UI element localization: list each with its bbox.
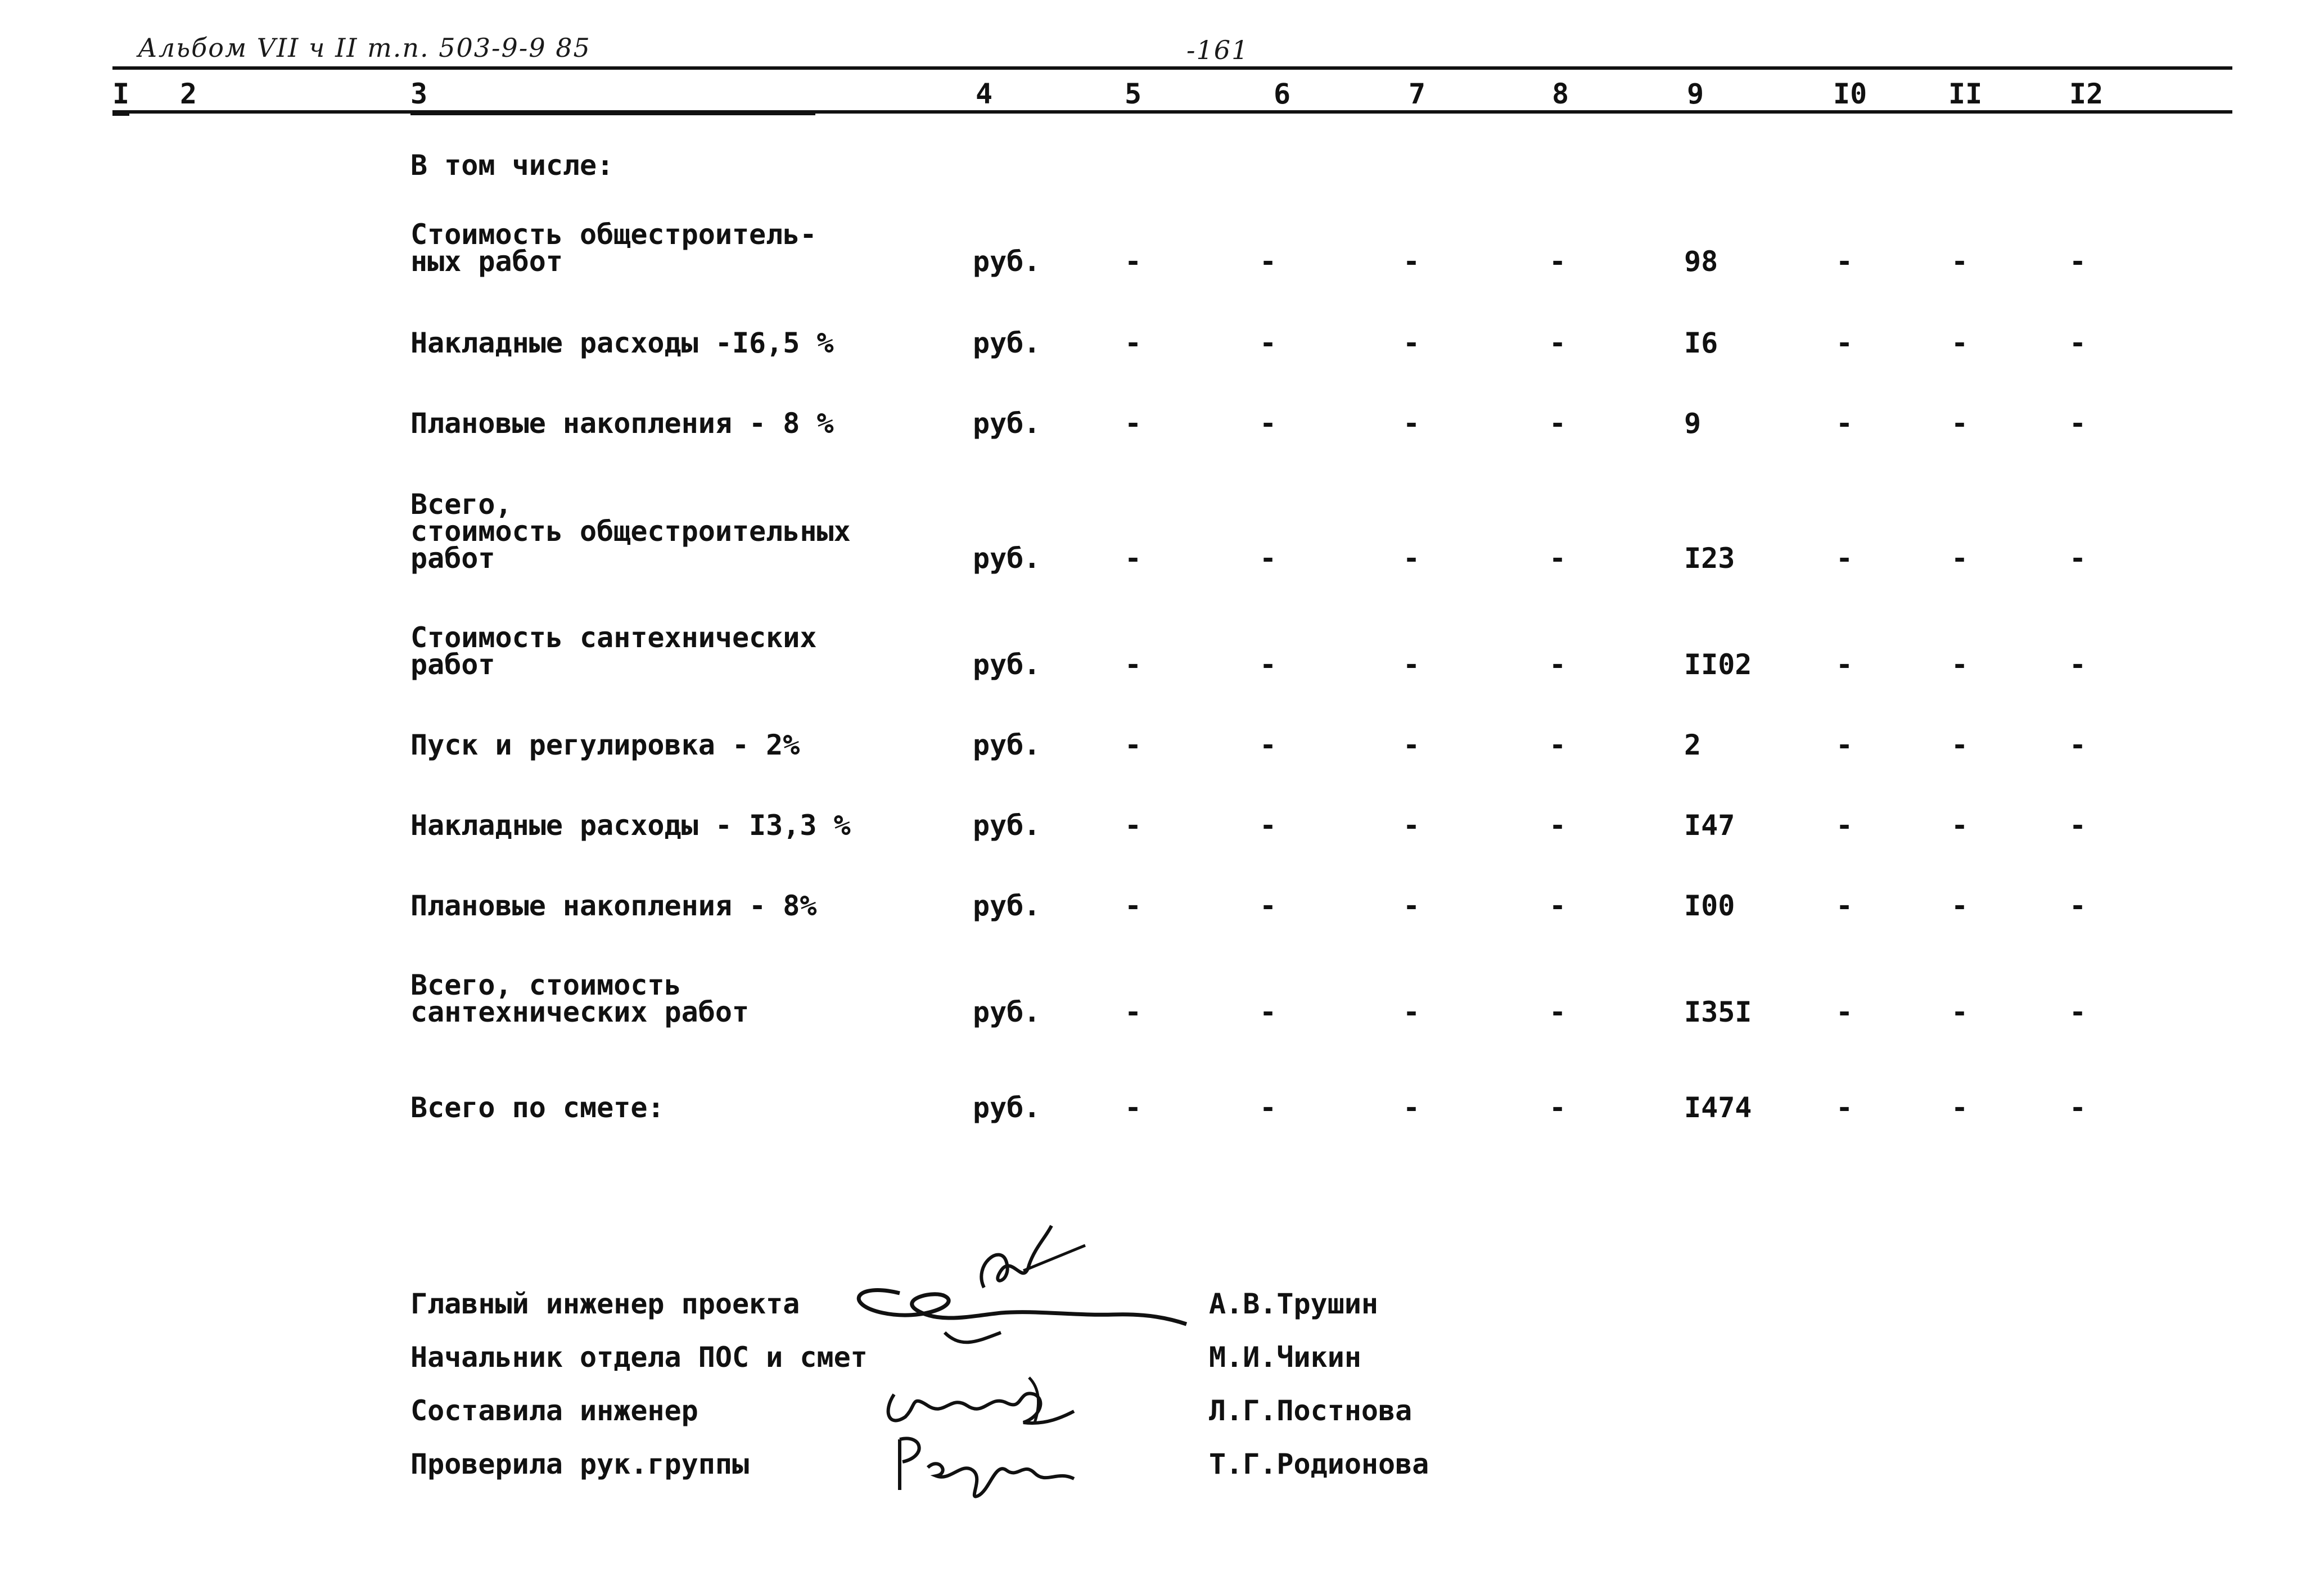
signature-name: М.И.Чикин: [1209, 1341, 1361, 1374]
cell-description: Стоимость общестроитель-: [410, 218, 817, 251]
cell-col11: -: [1951, 809, 1969, 842]
cell-col10: -: [1836, 889, 1853, 922]
page-number: -161: [1186, 35, 1249, 65]
column-header: 6: [1274, 78, 1291, 110]
cell-col11: -: [1951, 407, 1969, 440]
cell-col8: -: [1549, 889, 1567, 922]
cell-col7: -: [1403, 729, 1420, 761]
cell-col6: -: [1260, 648, 1277, 681]
cell-col11: -: [1951, 245, 1969, 278]
cell-col11: -: [1951, 729, 1969, 761]
cell-col12: -: [2069, 407, 2087, 440]
cell-description: Плановые накопления - 8%: [410, 889, 817, 922]
cell-col5: -: [1125, 648, 1142, 681]
cell-col7: -: [1403, 889, 1420, 922]
cell-col10: -: [1836, 245, 1853, 278]
column-header: 7: [1409, 78, 1426, 110]
cell-description: работ: [410, 648, 495, 681]
cell-description: Накладные расходы - I3,3 %: [410, 809, 851, 842]
cell-col7: -: [1403, 996, 1420, 1028]
cell-col9: I23: [1684, 542, 1735, 575]
column-header: I2: [2069, 78, 2104, 110]
cell-col8: -: [1549, 1091, 1567, 1124]
signature-role: Проверила рук.группы: [410, 1448, 750, 1480]
cell-col9: 9: [1684, 407, 1702, 440]
cell-col6: -: [1260, 996, 1277, 1028]
cell-col10: -: [1836, 407, 1853, 440]
cell-col10: -: [1836, 729, 1853, 761]
signature-chief-engineer: [832, 1220, 1192, 1366]
cell-unit: руб.: [973, 1091, 1041, 1124]
column-header: 4: [976, 78, 993, 110]
cell-col5: -: [1125, 327, 1142, 359]
cell-col11: -: [1951, 327, 1969, 359]
cell-col9: I47: [1684, 809, 1735, 842]
cell-unit: руб.: [973, 407, 1041, 440]
cell-description: Плановые накопления - 8 %: [410, 407, 834, 440]
cell-col6: -: [1260, 889, 1277, 922]
cell-col7: -: [1403, 407, 1420, 440]
cell-description: Стоимость сантехнических: [410, 621, 817, 654]
cell-unit: руб.: [973, 729, 1041, 761]
cell-col12: -: [2069, 648, 2087, 681]
cell-col5: -: [1125, 542, 1142, 575]
cell-col7: -: [1403, 809, 1420, 842]
signature-name: Л.Г.Постнова: [1209, 1394, 1413, 1427]
column-header: I0: [1833, 78, 1867, 110]
cell-col6: -: [1260, 809, 1277, 842]
cell-col6: -: [1260, 245, 1277, 278]
cell-col8: -: [1549, 407, 1567, 440]
column-underline: [410, 110, 815, 115]
cell-col8: -: [1549, 648, 1567, 681]
cell-description: Пуск и регулировка - 2%: [410, 729, 800, 761]
cell-col12: -: [2069, 327, 2087, 359]
cell-col12: -: [2069, 542, 2087, 575]
cell-unit: руб.: [973, 996, 1041, 1028]
cell-col9: I6: [1684, 327, 1718, 359]
cell-col6: -: [1260, 729, 1277, 761]
cell-col8: -: [1549, 327, 1567, 359]
signature-role: Начальник отдела ПОС и смет: [410, 1341, 868, 1374]
cell-col12: -: [2069, 809, 2087, 842]
signature-checker: [888, 1428, 1080, 1507]
cell-description: стоимость общестроительных: [410, 515, 851, 548]
cell-col9: I35I: [1684, 996, 1752, 1028]
cell-col7: -: [1403, 245, 1420, 278]
cell-col8: -: [1549, 809, 1567, 842]
header-rule-top: [112, 66, 2232, 70]
signature-role: Главный инженер проекта: [410, 1288, 800, 1320]
column-header: 3: [410, 78, 428, 110]
cell-col6: -: [1260, 327, 1277, 359]
column-header: 5: [1125, 78, 1142, 110]
cell-col8: -: [1549, 729, 1567, 761]
cell-description: Всего по смете:: [410, 1091, 665, 1124]
cell-description: Накладные расходы -I6,5 %: [410, 327, 834, 359]
cell-col5: -: [1125, 1091, 1142, 1124]
cell-col12: -: [2069, 996, 2087, 1028]
cell-col8: -: [1549, 245, 1567, 278]
cell-col11: -: [1951, 996, 1969, 1028]
cell-col11: -: [1951, 648, 1969, 681]
cell-col9: II02: [1684, 648, 1752, 681]
cell-col12: -: [2069, 1091, 2087, 1124]
cell-description: сантехнических работ: [410, 996, 750, 1028]
cell-description: ных работ: [410, 245, 563, 278]
cell-col7: -: [1403, 327, 1420, 359]
cell-col5: -: [1125, 996, 1142, 1028]
cell-unit: руб.: [973, 809, 1041, 842]
cell-col12: -: [2069, 245, 2087, 278]
cell-col9: I474: [1684, 1091, 1752, 1124]
cell-col5: -: [1125, 809, 1142, 842]
section-title: В том числе:: [410, 149, 614, 182]
cell-col10: -: [1836, 996, 1853, 1028]
cell-col6: -: [1260, 542, 1277, 575]
cell-col9: 2: [1684, 729, 1702, 761]
cell-description: работ: [410, 542, 495, 575]
cell-description: Всего, стоимость: [410, 969, 682, 1001]
cell-col10: -: [1836, 542, 1853, 575]
cell-col8: -: [1549, 542, 1567, 575]
column-header: 8: [1552, 78, 1569, 110]
cell-col10: -: [1836, 1091, 1853, 1124]
cell-col5: -: [1125, 407, 1142, 440]
cell-col7: -: [1403, 1091, 1420, 1124]
cell-col5: -: [1125, 889, 1142, 922]
cell-col6: -: [1260, 1091, 1277, 1124]
cell-col10: -: [1836, 648, 1853, 681]
cell-col7: -: [1403, 542, 1420, 575]
cell-unit: руб.: [973, 648, 1041, 681]
signature-name: А.В.Трушин: [1209, 1288, 1379, 1320]
cell-col12: -: [2069, 729, 2087, 761]
cell-description: Всего,: [410, 488, 512, 521]
column-header: 9: [1687, 78, 1704, 110]
cell-col12: -: [2069, 889, 2087, 922]
cell-col11: -: [1951, 542, 1969, 575]
cell-col6: -: [1260, 407, 1277, 440]
cell-col5: -: [1125, 729, 1142, 761]
cell-unit: руб.: [973, 327, 1041, 359]
cell-col11: -: [1951, 889, 1969, 922]
cell-col5: -: [1125, 245, 1142, 278]
cell-unit: руб.: [973, 245, 1041, 278]
cell-col11: -: [1951, 1091, 1969, 1124]
cell-unit: руб.: [973, 889, 1041, 922]
cell-col9: I00: [1684, 889, 1735, 922]
column-header: I: [112, 78, 130, 110]
cell-col10: -: [1836, 809, 1853, 842]
column-underline: [112, 110, 129, 116]
signature-name: Т.Г.Родионова: [1209, 1448, 1429, 1480]
signature-role: Составила инженер: [410, 1394, 698, 1427]
signature-compiler: [877, 1372, 1080, 1434]
cell-col8: -: [1549, 996, 1567, 1028]
cell-unit: руб.: [973, 542, 1041, 575]
cell-col7: -: [1403, 648, 1420, 681]
cell-col10: -: [1836, 327, 1853, 359]
album-reference: Альбом VII ч II т.п. 503-9-9 85: [138, 33, 591, 63]
column-header: II: [1948, 78, 1983, 110]
column-header: 2: [180, 78, 197, 110]
cell-col9: 98: [1684, 245, 1718, 278]
